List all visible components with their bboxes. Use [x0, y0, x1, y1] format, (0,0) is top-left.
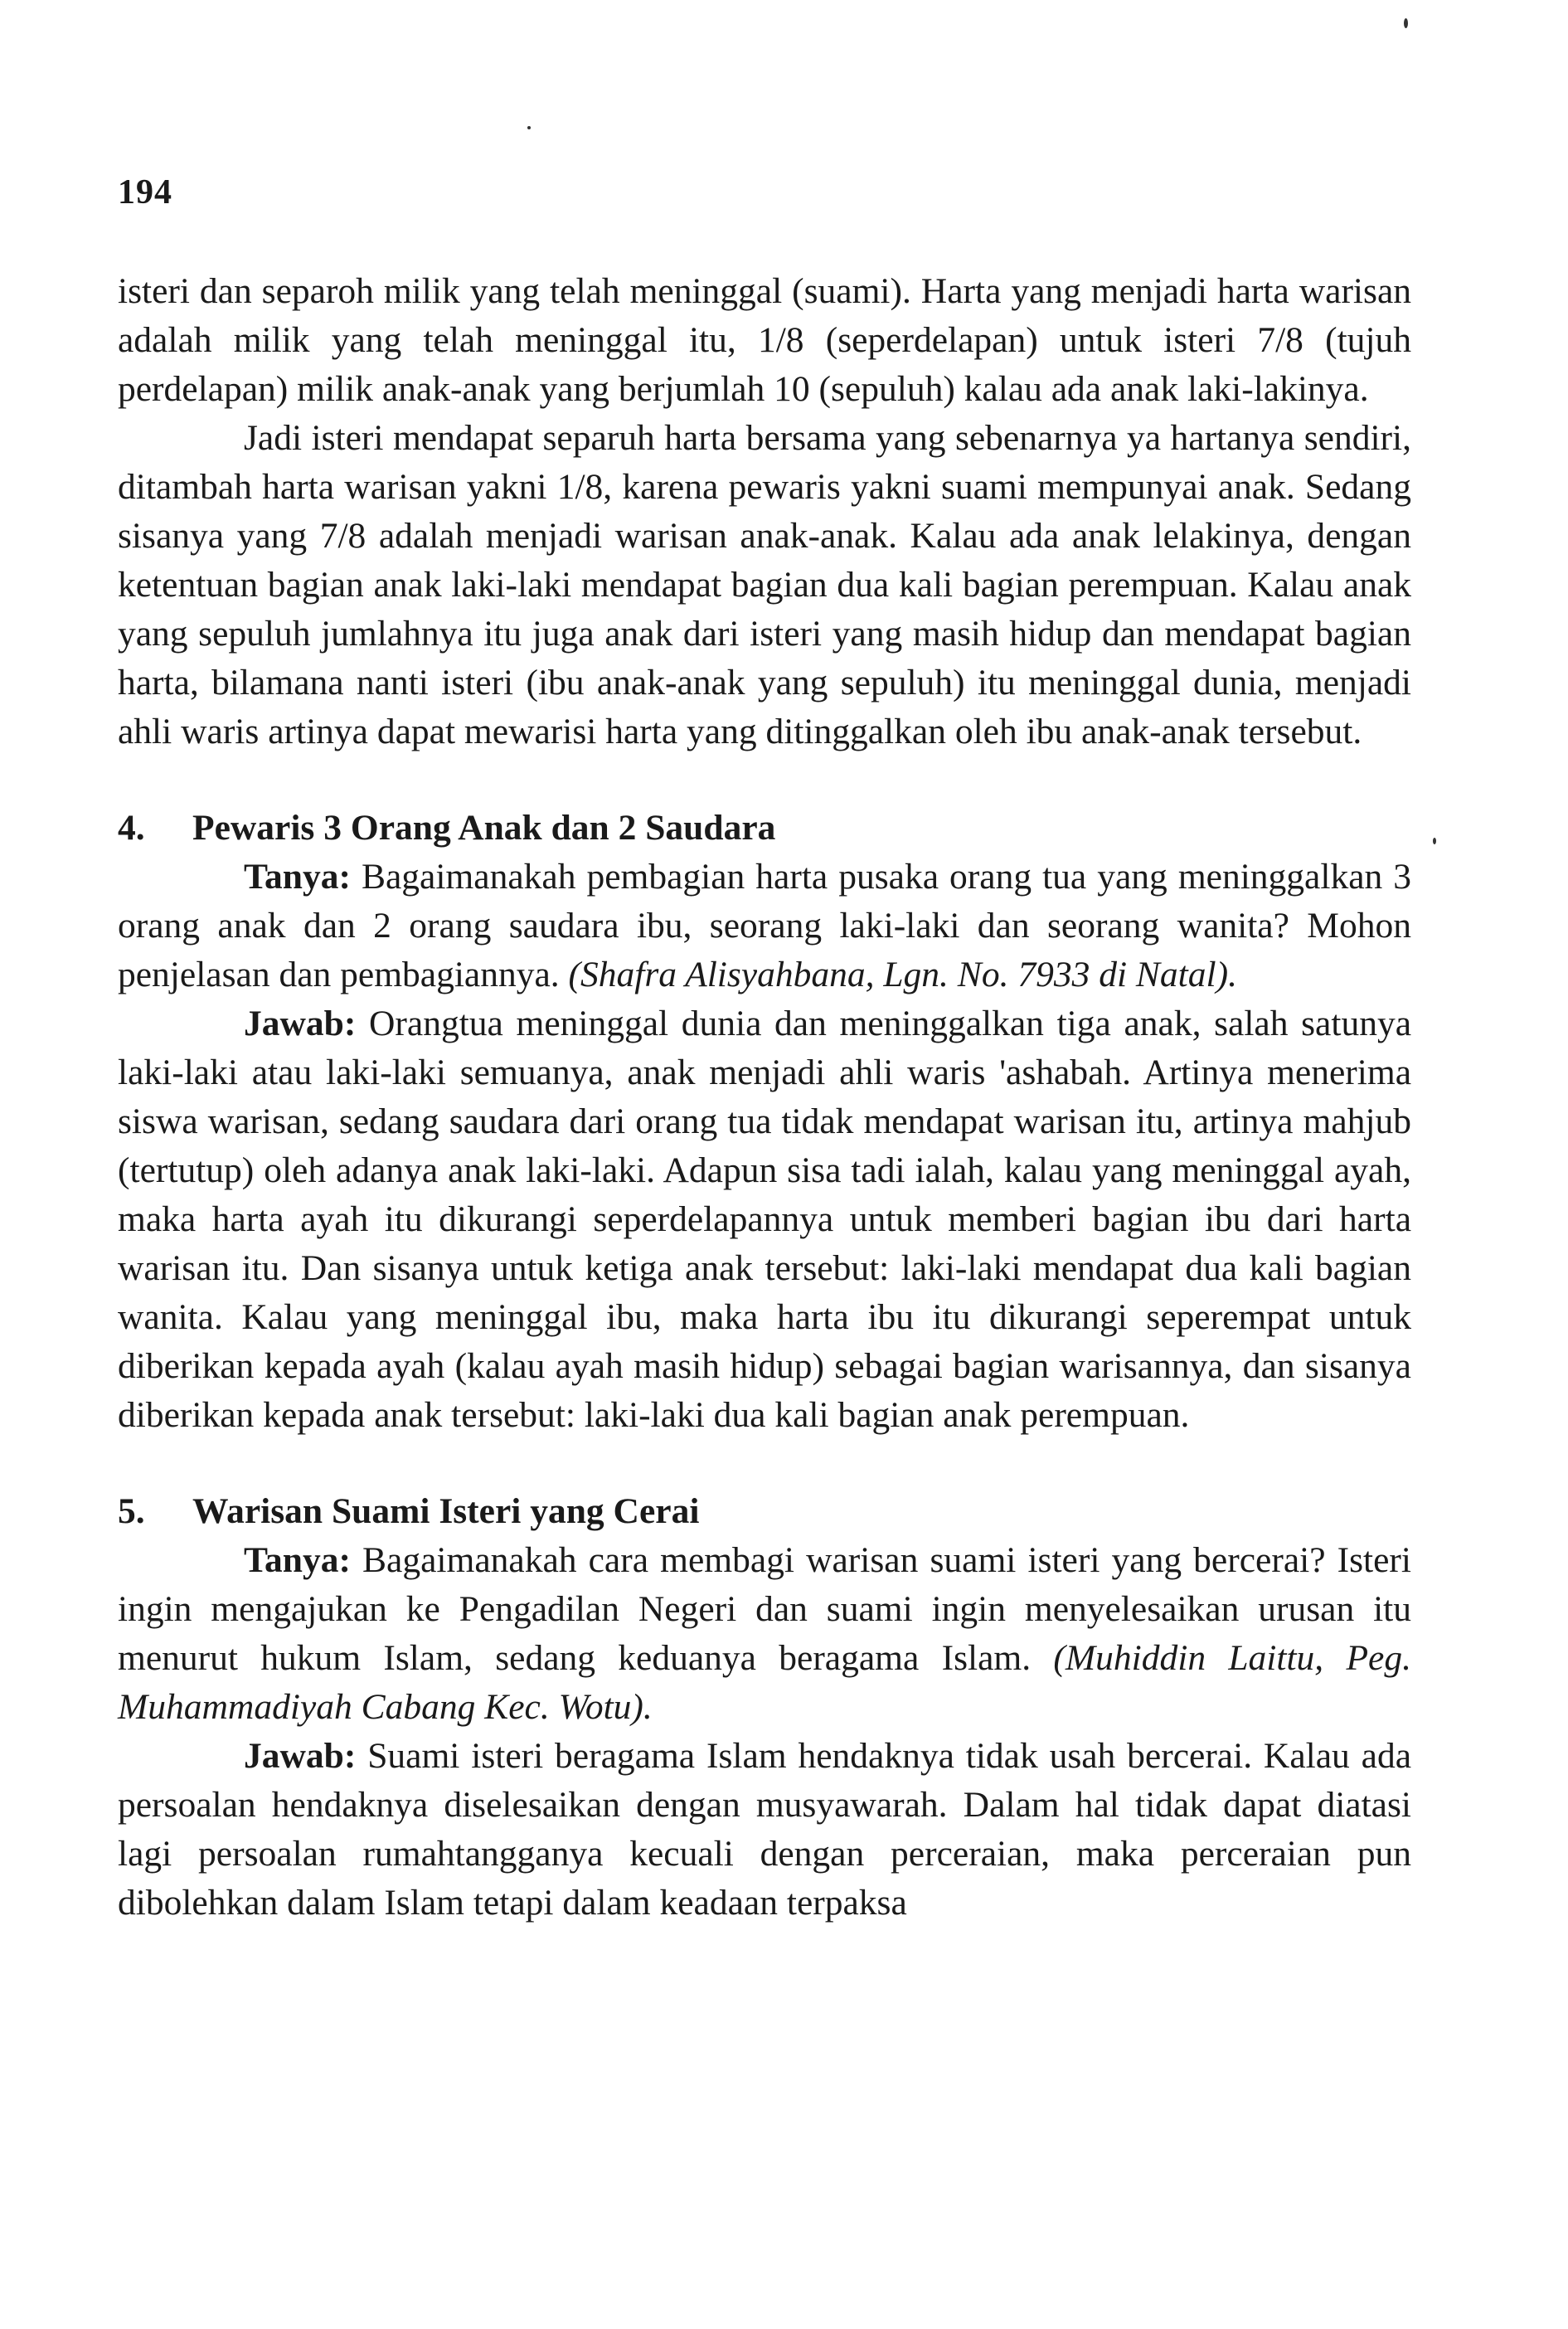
scan-speck: [1433, 838, 1436, 844]
section-4-answer-label: Jawab:: [244, 1004, 357, 1043]
section-4-number: 4.: [118, 808, 145, 848]
section-4-question: [118, 853, 1411, 999]
section-4-question-citation: (Shafra Alisyahbana, Lgn. No. 7933 di Natal).: [568, 955, 1237, 994]
section-4-answer-text: Orangtua meninggal dunia dan meninggalkan tiga anak, salah satunya laki-laki atau laki-laki semuanya, anak menjadi ahli waris 'ashabah. Artinya menerima siswa warisan, sedang saudara dari orang tua tidak mendapat warisan itu, artinya mahjub (tertutup) oleh adanya anak laki-laki. Adapun sisa tadi ialah, kalau yang meninggal ayah, maka harta ayah itu dikurangi seperdelapannya untuk memberi bagian ibu dari harta warisan itu. Dan sisanya untuk ketiga anak tersebut: laki-laki mendapat dua kali bagian wanita. Kalau yang meninggal ibu, maka harta ibu itu dikurangi seperempat untuk diberikan kepada ayah (kalau ayah masih hidup) sebagai bagian warisannya, dan sisanya diberikan kepada anak tersebut: laki-laki dua kali bagian anak perempuan.: [118, 1004, 1411, 1435]
section-5-heading: [118, 1487, 1411, 1536]
scan-speck: [1404, 18, 1408, 28]
section-5-answer: [118, 1732, 1411, 1928]
section-4-title: Pewaris 3 Orang Anak dan 2 Saudara: [192, 808, 776, 848]
section-4-question-label: Tanya:: [244, 857, 351, 897]
section-5-question-label: Tanya:: [244, 1540, 351, 1580]
section-5-number: 5.: [118, 1491, 145, 1531]
paragraph-2: Jadi isteri mendapat separuh harta bersama yang sebenarnya ya hartanya sendiri, ditambah harta warisan yakni 1/8, karena pewaris yakni suami mempunyai anak. Sedang sisanya yang 7/8 adalah menjadi warisan anak-anak. Kalau ada anak lelakinya, dengan ketentuan bagian anak laki-laki mendapat bagian dua kali bagian perempuan. Kalau anak yang sepuluh jumlahnya itu juga anak dari isteri yang masih hidup dan mendapat bagian harta, bilamana nanti isteri (ibu anak-anak yang sepuluh) itu meninggal dunia, menjadi ahli waris artinya dapat mewarisi harta yang ditinggalkan oleh ibu anak-anak tersebut.: [118, 418, 1411, 751]
section-5-answer-label: Jawab:: [244, 1736, 357, 1776]
page-body: [118, 267, 1411, 1928]
page-number: 194: [118, 173, 172, 212]
section-4-answer: [118, 999, 1411, 1440]
section-4-question-text: Bagaimanakah pembagian harta pusaka orang tua yang meninggalkan 3 orang anak dan 2 orang saudara ibu, seorang laki-laki dan seorang wanita? Mohon penjelasan dan pembagiannya.: [118, 857, 1412, 994]
section-5-question-citation: (Muhiddin Laittu, Peg. Muhammadiyah Cabang Kec. Wotu).: [118, 1638, 1411, 1727]
paragraph-1: isteri dan separoh milik yang telah meninggal (suami). Harta yang menjadi harta warisan adalah milik yang telah meninggal itu, 1/8 (seperdelapan) untuk isteri 7/8 (tujuh perdelapan) milik anak-anak yang berjumlah 10 (sepuluh) kalau ada anak laki-lakinya.: [118, 271, 1411, 409]
scan-speck: [527, 126, 531, 129]
section-4-heading: [118, 804, 1411, 853]
section-5-question-text: Bagaimanakah cara membagi warisan suami isteri yang bercerai? Isteri ingin mengajukan ke Pengadilan Negeri dan suami ingin menyelesaikan urusan itu menurut hukum Islam, sedang keduanya beragama Islam.: [118, 1540, 1411, 1678]
section-5-question: [118, 1536, 1411, 1732]
section-5-answer-text: Suami isteri beragama Islam hendaknya tidak usah bercerai. Kalau ada persoalan hendaknya diselesaikan dengan musyawarah. Dalam hal tidak dapat diatasi lagi persoalan rumahtangganya kecuali dengan perceraian, maka perceraian pun dibolehkan dalam Islam tetapi dalam keadaan terpaksa: [118, 1736, 1412, 1923]
section-5-title: Warisan Suami Isteri yang Cerai: [192, 1491, 700, 1531]
